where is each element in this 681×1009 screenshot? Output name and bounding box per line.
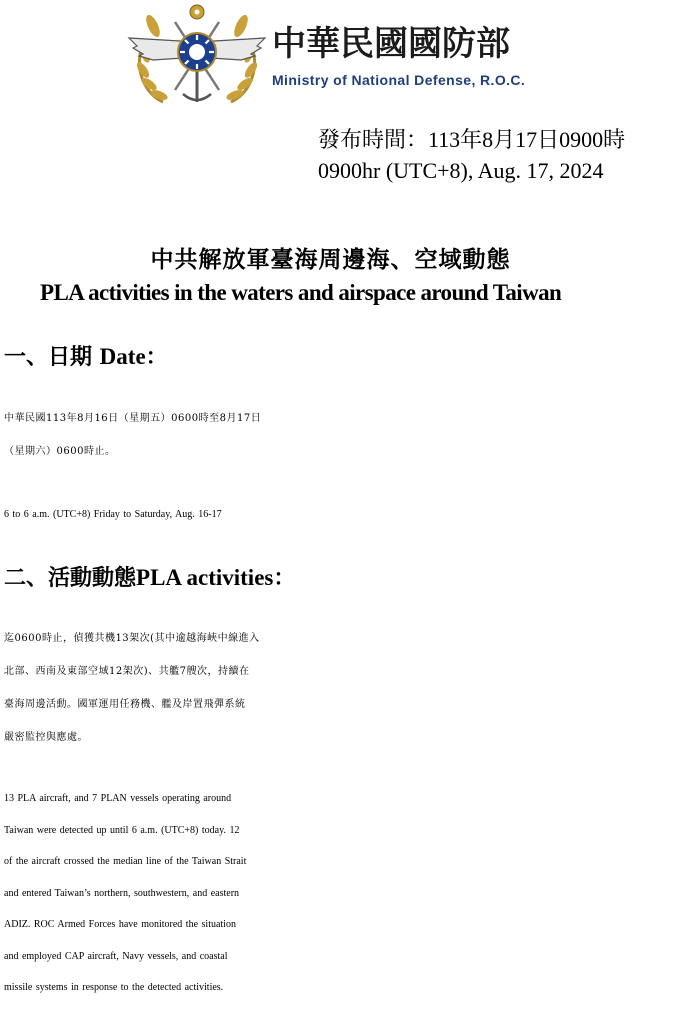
document-title-chinese: 中共解放軍臺海周邊海、空域動態 bbox=[150, 246, 511, 273]
activities-line-en-5: ADIZ. ROC Armed Forces have monitored the situation bbox=[4, 919, 236, 930]
activities-line-cn-1: 迄0600時止，偵獲共機13架次(其中逾越海峽中線進入 bbox=[4, 633, 260, 644]
activities-line-cn-2: 北部、西南及東部空域12架次)、共艦7艘次，持續在 bbox=[4, 666, 250, 677]
activities-line-en-1: 13 PLA aircraft, and 7 PLAN vessels operating around bbox=[4, 793, 232, 804]
activities-line-en-3: of the aircraft crossed the median line of the Taiwan Strait bbox=[4, 856, 247, 867]
page-header bbox=[0, 0, 681, 115]
mnd-emblem-logo bbox=[123, 2, 271, 110]
section-heading-activities-en: PLA activities bbox=[136, 565, 274, 590]
section-heading-date-colon: ： bbox=[145, 344, 168, 370]
release-time-chinese: 發布時間：113年8月17日0900時 bbox=[318, 127, 626, 152]
date-paragraph-chinese bbox=[4, 402, 681, 468]
activities-line-en-2: Taiwan were detected up until 6 a.m. (UTC+8) today. 12 bbox=[4, 824, 240, 836]
section-heading-activities-colon: ： bbox=[273, 565, 296, 591]
date-line-en: 6 to 6 a.m. (UTC+8) Friday to Saturday, Aug. 16-17 bbox=[4, 509, 222, 520]
activities-line-en-6: and employed CAP aircraft, Navy vessels, and coastal bbox=[4, 950, 228, 962]
date-paragraph-english bbox=[4, 499, 681, 531]
org-name-chinese: 中華民國國防部 bbox=[272, 24, 510, 64]
date-line-cn-2: （星期六）0600時止。 bbox=[4, 446, 116, 457]
section-heading-date-cn: 一、日期 bbox=[4, 344, 100, 370]
activities-paragraph-english bbox=[4, 783, 681, 1004]
section-heading-activities bbox=[4, 563, 295, 593]
activities-paragraph-chinese bbox=[4, 622, 681, 754]
activities-line-cn-3: 臺海周邊活動。國軍運用任務機、艦及岸置飛彈系統 bbox=[4, 699, 246, 710]
release-time-english: 0900hr (UTC+8), Aug. 17, 2024 bbox=[318, 158, 604, 183]
section-heading-activities-cn: 二、活動動態 bbox=[4, 565, 137, 591]
document-title-english: PLA activities in the waters and airspace around Taiwan bbox=[40, 280, 562, 305]
date-line-cn-1: 中華民國113年8月16日（星期五）0600時至8月17日 bbox=[4, 413, 262, 424]
section-heading-date bbox=[4, 342, 168, 372]
activities-line-cn-4: 嚴密監控與應處。 bbox=[4, 732, 88, 743]
activities-line-en-7: missile systems in response to the detected activities. bbox=[4, 982, 224, 993]
activities-line-en-4: and entered Taiwan’s northern, southwestern, and eastern bbox=[4, 887, 240, 899]
section-heading-date-en: Date bbox=[99, 344, 146, 369]
release-time-block bbox=[318, 124, 625, 186]
org-name-english: Ministry of National Defense, R.O.C. bbox=[272, 72, 526, 88]
